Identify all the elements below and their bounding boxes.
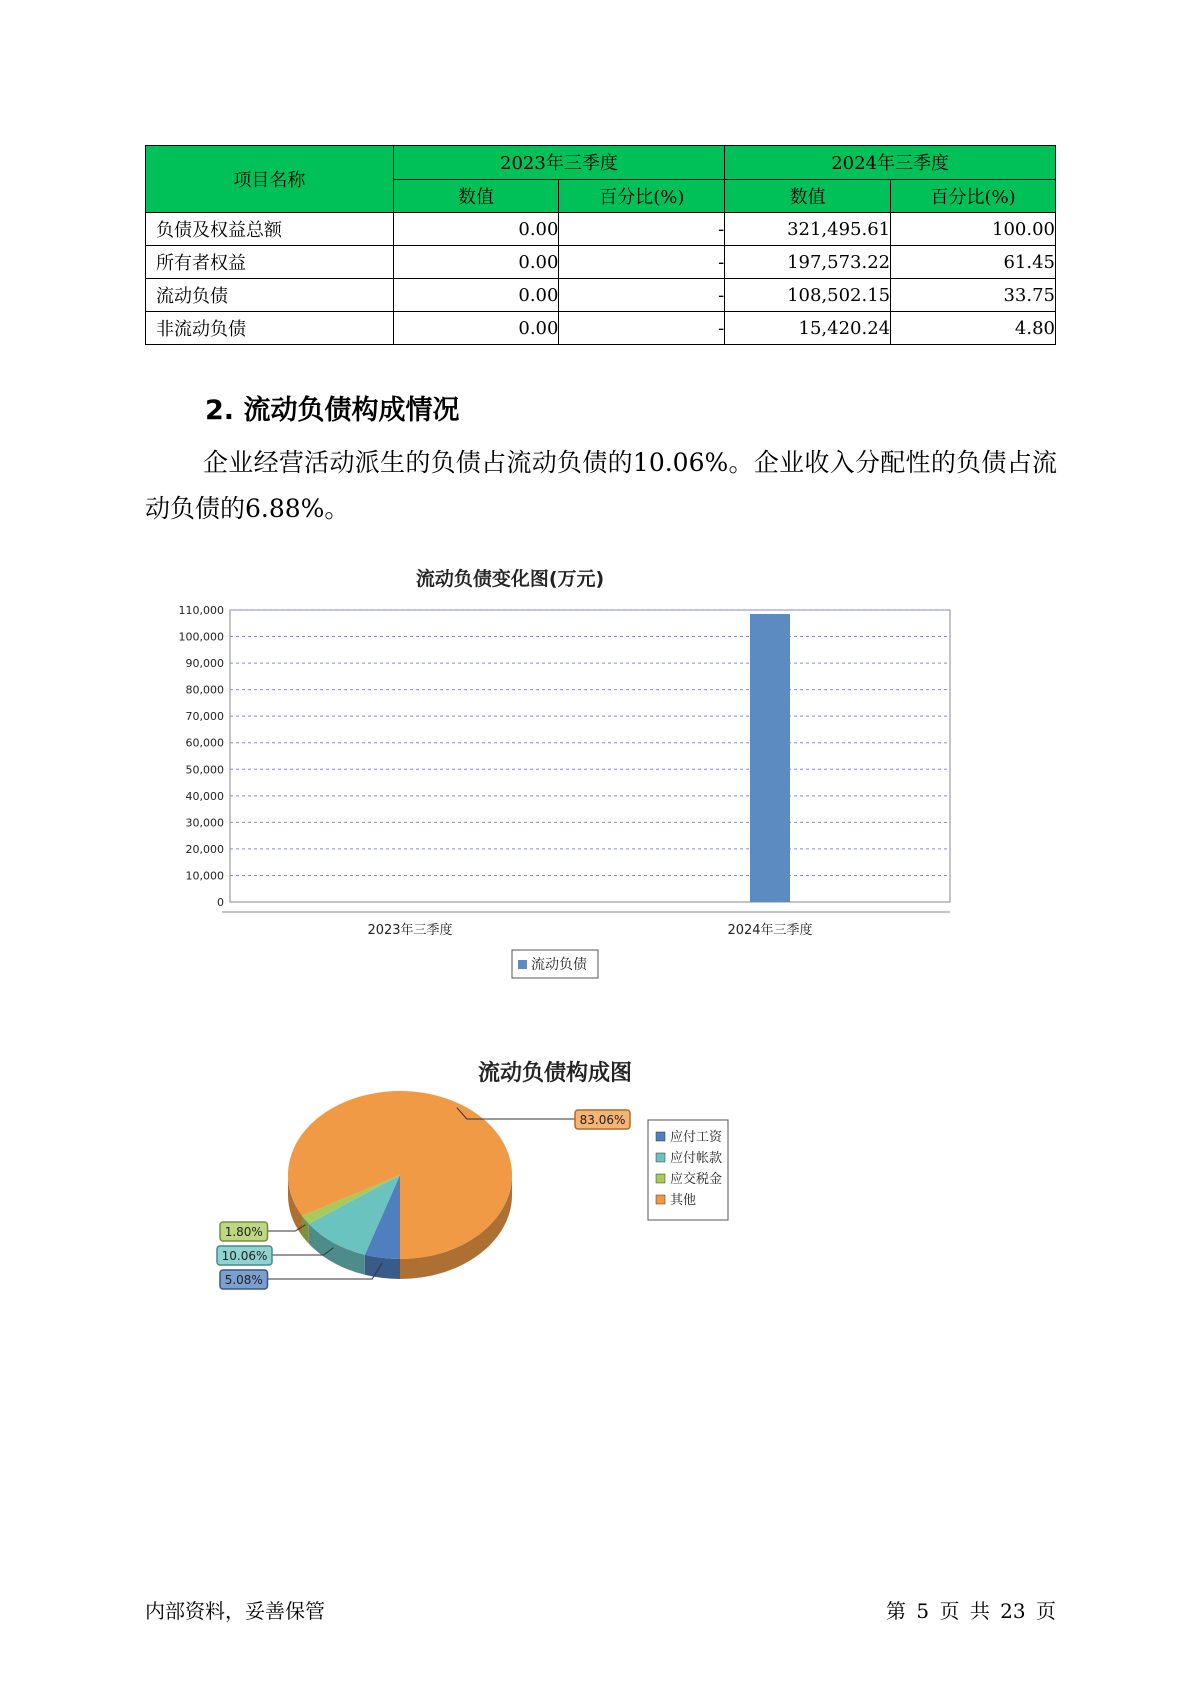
table-row bbox=[146, 246, 1056, 279]
x-tick-label: 2024年三季度 bbox=[727, 923, 813, 938]
y-tick-label: 0 bbox=[217, 896, 224, 909]
label-text: 10.06% bbox=[221, 1249, 268, 1263]
bar bbox=[750, 614, 790, 902]
legend-swatch bbox=[518, 960, 527, 969]
label-text: 83.06% bbox=[579, 1113, 626, 1127]
row-value-2023: 0.00 bbox=[393, 279, 559, 312]
table-row bbox=[146, 312, 1056, 345]
y-tick-label: 60,000 bbox=[185, 736, 224, 750]
financial-table bbox=[145, 145, 1056, 345]
row-value-2024: 108,502.15 bbox=[725, 279, 891, 312]
pie-chart bbox=[190, 1060, 810, 1370]
row-name: 非流动负债 bbox=[146, 312, 394, 345]
row-name: 流动负债 bbox=[146, 279, 394, 312]
row-value-2024: 197,573.22 bbox=[725, 246, 891, 279]
row-value-2023: 0.00 bbox=[393, 246, 559, 279]
footer-confidential: 内部资料，妥善保管 bbox=[145, 1599, 325, 1623]
legend-label: 流动负债 bbox=[531, 957, 587, 973]
legend-swatch bbox=[656, 1195, 665, 1204]
row-pct-2024: 61.45 bbox=[891, 246, 1056, 279]
header-period-2023: 2023年三季度 bbox=[393, 146, 725, 180]
row-pct-2024: 4.80 bbox=[891, 312, 1056, 345]
y-tick-label: 100,000 bbox=[178, 630, 224, 644]
label-text: 1.80% bbox=[224, 1225, 263, 1239]
x-tick-label: 2023年三季度 bbox=[367, 923, 453, 938]
row-name: 所有者权益 bbox=[146, 246, 394, 279]
section-paragraph: 企业经营活动派生的负债占流动负债的10.06%。企业收入分配性的负债占流动负债的6.88%。 bbox=[145, 448, 1057, 523]
header-pct-2024: 百分比(%) bbox=[891, 179, 1056, 213]
chart-title: 流动负债构成图 bbox=[477, 1061, 633, 1086]
y-tick-label: 40,000 bbox=[185, 789, 224, 803]
row-pct-2023: - bbox=[559, 312, 725, 345]
row-value-2023: 0.00 bbox=[393, 213, 559, 246]
legend-label: 应付工资 bbox=[670, 1130, 723, 1145]
legend-swatch bbox=[656, 1132, 665, 1141]
plot-area bbox=[230, 610, 950, 902]
row-value-2023: 0.00 bbox=[393, 312, 559, 345]
bar-chart bbox=[160, 560, 1020, 1020]
legend-label: 应付帐款 bbox=[670, 1151, 723, 1166]
row-pct-2024: 33.75 bbox=[891, 279, 1056, 312]
footer-page-number: 第 5 页 共 23 页 bbox=[886, 1599, 1056, 1623]
row-pct-2023: - bbox=[559, 279, 725, 312]
chart-legend bbox=[512, 950, 598, 978]
y-tick-label: 90,000 bbox=[185, 657, 224, 671]
y-tick-label: 110,000 bbox=[178, 604, 224, 617]
section-heading: 2. 流动负债构成情况 bbox=[205, 395, 460, 426]
header-period-2024: 2024年三季度 bbox=[725, 146, 1056, 180]
table-row bbox=[146, 213, 1056, 246]
pie-data-label bbox=[220, 1222, 305, 1241]
header-value-2024: 数值 bbox=[725, 179, 891, 213]
header-pct-2023: 百分比(%) bbox=[559, 179, 725, 213]
legend-label: 其他 bbox=[670, 1193, 697, 1208]
legend-label: 应交税金 bbox=[670, 1172, 723, 1187]
row-pct-2024: 100.00 bbox=[891, 213, 1056, 246]
header-value-2023: 数值 bbox=[393, 179, 559, 213]
pie-legend bbox=[648, 1120, 728, 1220]
label-text: 5.08% bbox=[224, 1273, 263, 1287]
y-tick-label: 30,000 bbox=[185, 816, 224, 830]
y-tick-label: 10,000 bbox=[185, 869, 224, 883]
row-value-2024: 321,495.61 bbox=[725, 213, 891, 246]
legend-swatch bbox=[656, 1153, 665, 1162]
y-tick-label: 80,000 bbox=[185, 683, 224, 697]
row-name: 负债及权益总额 bbox=[146, 213, 394, 246]
row-pct-2023: - bbox=[559, 213, 725, 246]
legend-swatch bbox=[656, 1174, 665, 1183]
y-tick-label: 70,000 bbox=[185, 710, 224, 724]
table-row bbox=[146, 279, 1056, 312]
y-tick-label: 50,000 bbox=[185, 763, 224, 777]
header-item-name: 项目名称 bbox=[146, 146, 394, 213]
row-pct-2023: - bbox=[559, 246, 725, 279]
row-value-2024: 15,420.24 bbox=[725, 312, 891, 345]
y-tick-label: 20,000 bbox=[185, 842, 224, 856]
chart-title: 流动负债变化图(万元) bbox=[415, 568, 605, 590]
